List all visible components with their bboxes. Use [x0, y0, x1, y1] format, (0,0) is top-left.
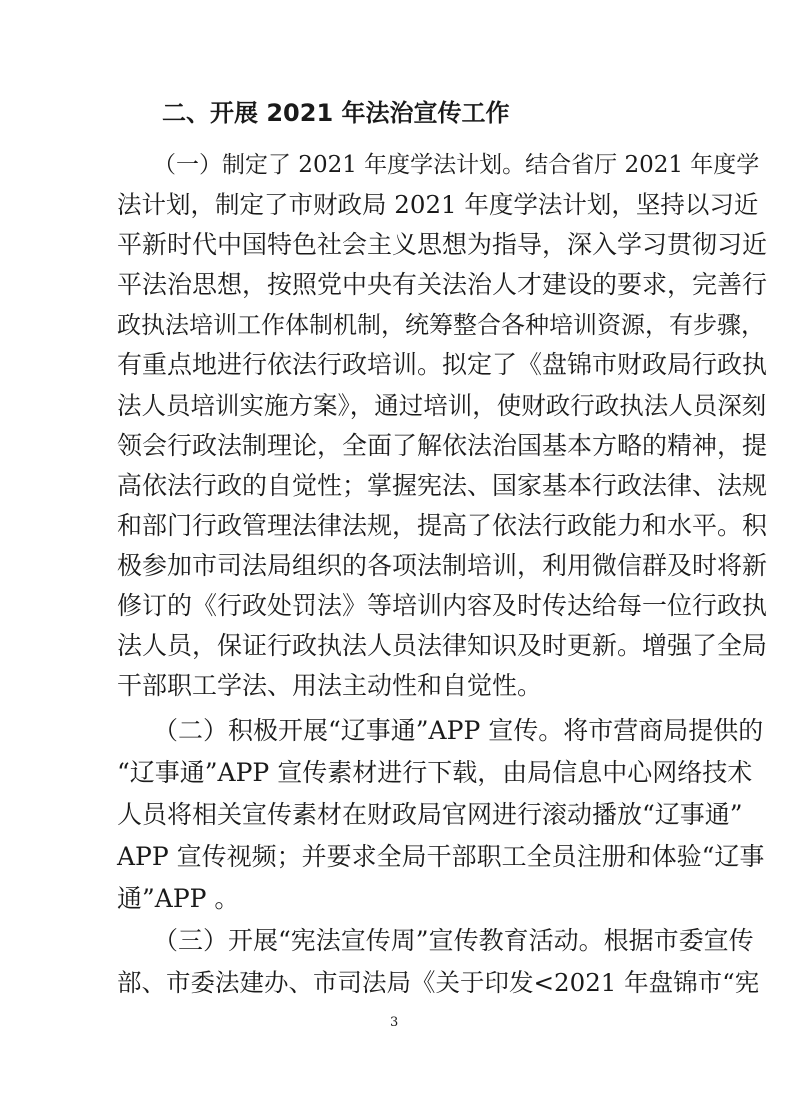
page-number: 3 [390, 1015, 399, 1030]
paragraph-line: （三）开展“宪法宣传周”宣传教育活动。根据市委宣传 [153, 926, 754, 955]
paragraph-line: “辽事通”APP 宣传素材进行下载，由局信息中心网络技术 [117, 758, 753, 787]
paragraph-line: （一）制定了 2021 年度学法计划。结合省厅 2021 年度学 [153, 152, 760, 178]
paragraph-line: 领会行政法制理论，全面了解依法治国基本方略的精神，提 [117, 431, 768, 460]
paragraph-line: 干部职工学法、用法主动性和自觉性。 [117, 671, 543, 700]
paragraph-line: 政执法培训工作体制机制，统筹整合各种培训资源，有步骤， [117, 311, 765, 339]
paragraph-line: （二）积极开展“辽事通”APP 宣传。将市营商局提供的 [153, 716, 764, 745]
section-heading: 二、开展 2021 年法治宣传工作 [162, 99, 510, 127]
paragraph-line: 法计划，制定了市财政局 2021 年度学法计划，坚持以习近 [117, 190, 759, 219]
paragraph-line: APP 宣传视频；并要求全局干部职工全员注册和体验“辽事 [117, 842, 765, 871]
paragraph-line: 通”APP 。 [117, 884, 240, 913]
paragraph-line: 人员将相关宣传素材在财政局官网进行滚动播放“辽事通” [117, 800, 743, 829]
paragraph-line: 法人员培训实施方案》，通过培训，使财政行政执法人员深刻 [117, 391, 767, 420]
paragraph-line: 平法治思想，按照党中央有关法治人才建设的要求，完善行 [117, 270, 768, 299]
paragraph-line: 和部门行政管理法律法规，提高了依法行政能力和水平。积 [117, 511, 768, 540]
paragraph-line: 有重点地进行依法行政培训。拟定了《盘锦市财政局行政执 [117, 350, 768, 379]
paragraph-line: 法人员，保证行政执法人员法律知识及时更新。增强了全局 [117, 631, 768, 660]
paragraph-line: 修订的《行政处罚法》等培训内容及时传达给每一位行政执 [117, 591, 768, 620]
paragraph-line: 部、市委法建办、市司法局《关于印发<2021 年盘锦市“宪 [117, 968, 760, 997]
paragraph-line: 平新时代中国特色社会主义思想为指导，深入学习贯彻习近 [117, 230, 768, 259]
paragraph-line: 高依法行政的自觉性；掌握宪法、国家基本行政法律、法规 [117, 471, 768, 500]
paragraph-line: 极参加市司法局组织的各项法制培训，利用微信群及时将新 [117, 551, 768, 580]
